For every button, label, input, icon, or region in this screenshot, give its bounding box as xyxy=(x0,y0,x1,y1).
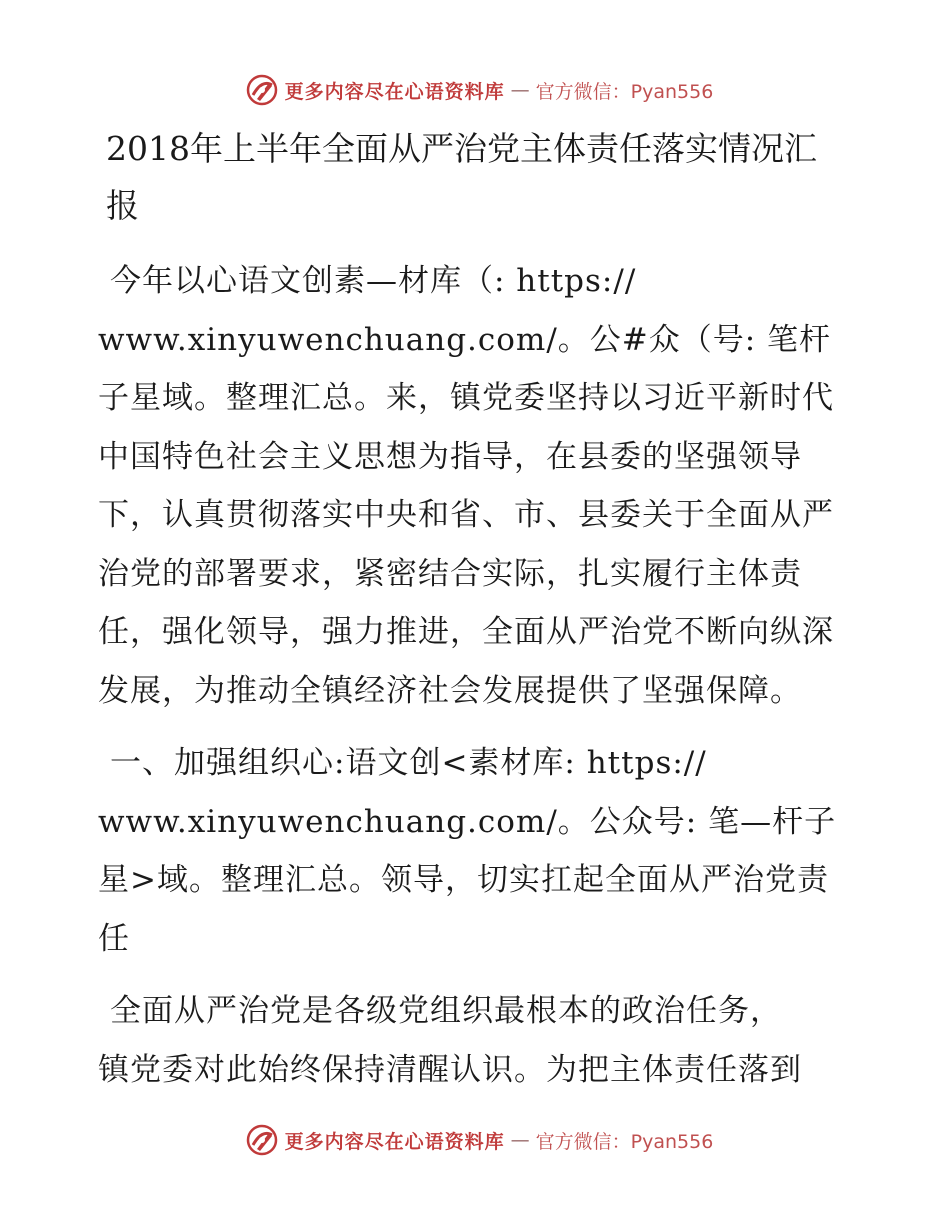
watermark-separator: — xyxy=(510,79,530,101)
watermark-contact: 官方微信：Pyan556 xyxy=(535,1130,714,1153)
pen-logo-icon xyxy=(245,1123,279,1157)
watermark-contact: 官方微信：Pyan556 xyxy=(535,80,714,103)
paragraph-section-one-detail xyxy=(98,982,850,1099)
paragraph-intro-lead: 今年以心语文创素—材库（: https:// xyxy=(110,263,637,299)
paragraph-section-one xyxy=(98,734,850,968)
watermark-banner-inner-bottom xyxy=(245,1123,714,1157)
watermark-text: 更多内容尽在心语资料库 xyxy=(284,1130,505,1153)
title-line-2: 报 xyxy=(106,186,139,225)
document-body xyxy=(98,120,850,1113)
document-title xyxy=(98,120,850,234)
watermark-banner-bottom xyxy=(0,1120,950,1160)
paragraph-section-one-lead: 一、加强组织心:语文创<素材库: https:// xyxy=(110,745,707,781)
title-line-1: 2018年上半年全面从严治党主体责任落实情况汇 xyxy=(106,129,817,168)
watermark-banner-top xyxy=(0,70,950,110)
pen-logo-icon xyxy=(245,73,279,107)
watermark-banner-inner xyxy=(245,73,714,107)
paragraph-detail-lead: 全面从严治党是各级党组织最根本的政治任务， xyxy=(110,993,782,1029)
watermark-text: 更多内容尽在心语资料库 xyxy=(284,80,505,103)
paragraph-intro xyxy=(98,252,850,720)
paragraph-intro-body: www.xinyuwenchuang.com/。公#众（号: 笔杆子星域。整理汇总。来，镇党委坚持以习近平新时代中国特色社会主义思想为指导，在县委的坚强领导下，认真贯彻落实中央和省、市、县委关于全面从严治党的部署要求，紧密结合实际，扎实履行主体责任，强化领导，强力推进，全面从严治党不断向纵深发展，为推动全镇经济社会发展提供了坚强保障。 xyxy=(98,321,834,709)
watermark-separator: — xyxy=(510,1129,530,1151)
paragraph-section-one-body: www.xinyuwenchuang.com/。公众号: 笔—杆子星>域。整理汇总。领导，切实扛起全面从严治党责任 xyxy=(98,803,837,957)
paragraph-detail-body: 镇党委对此始终保持清醒认识。为把主体责任落到 xyxy=(98,1051,802,1088)
